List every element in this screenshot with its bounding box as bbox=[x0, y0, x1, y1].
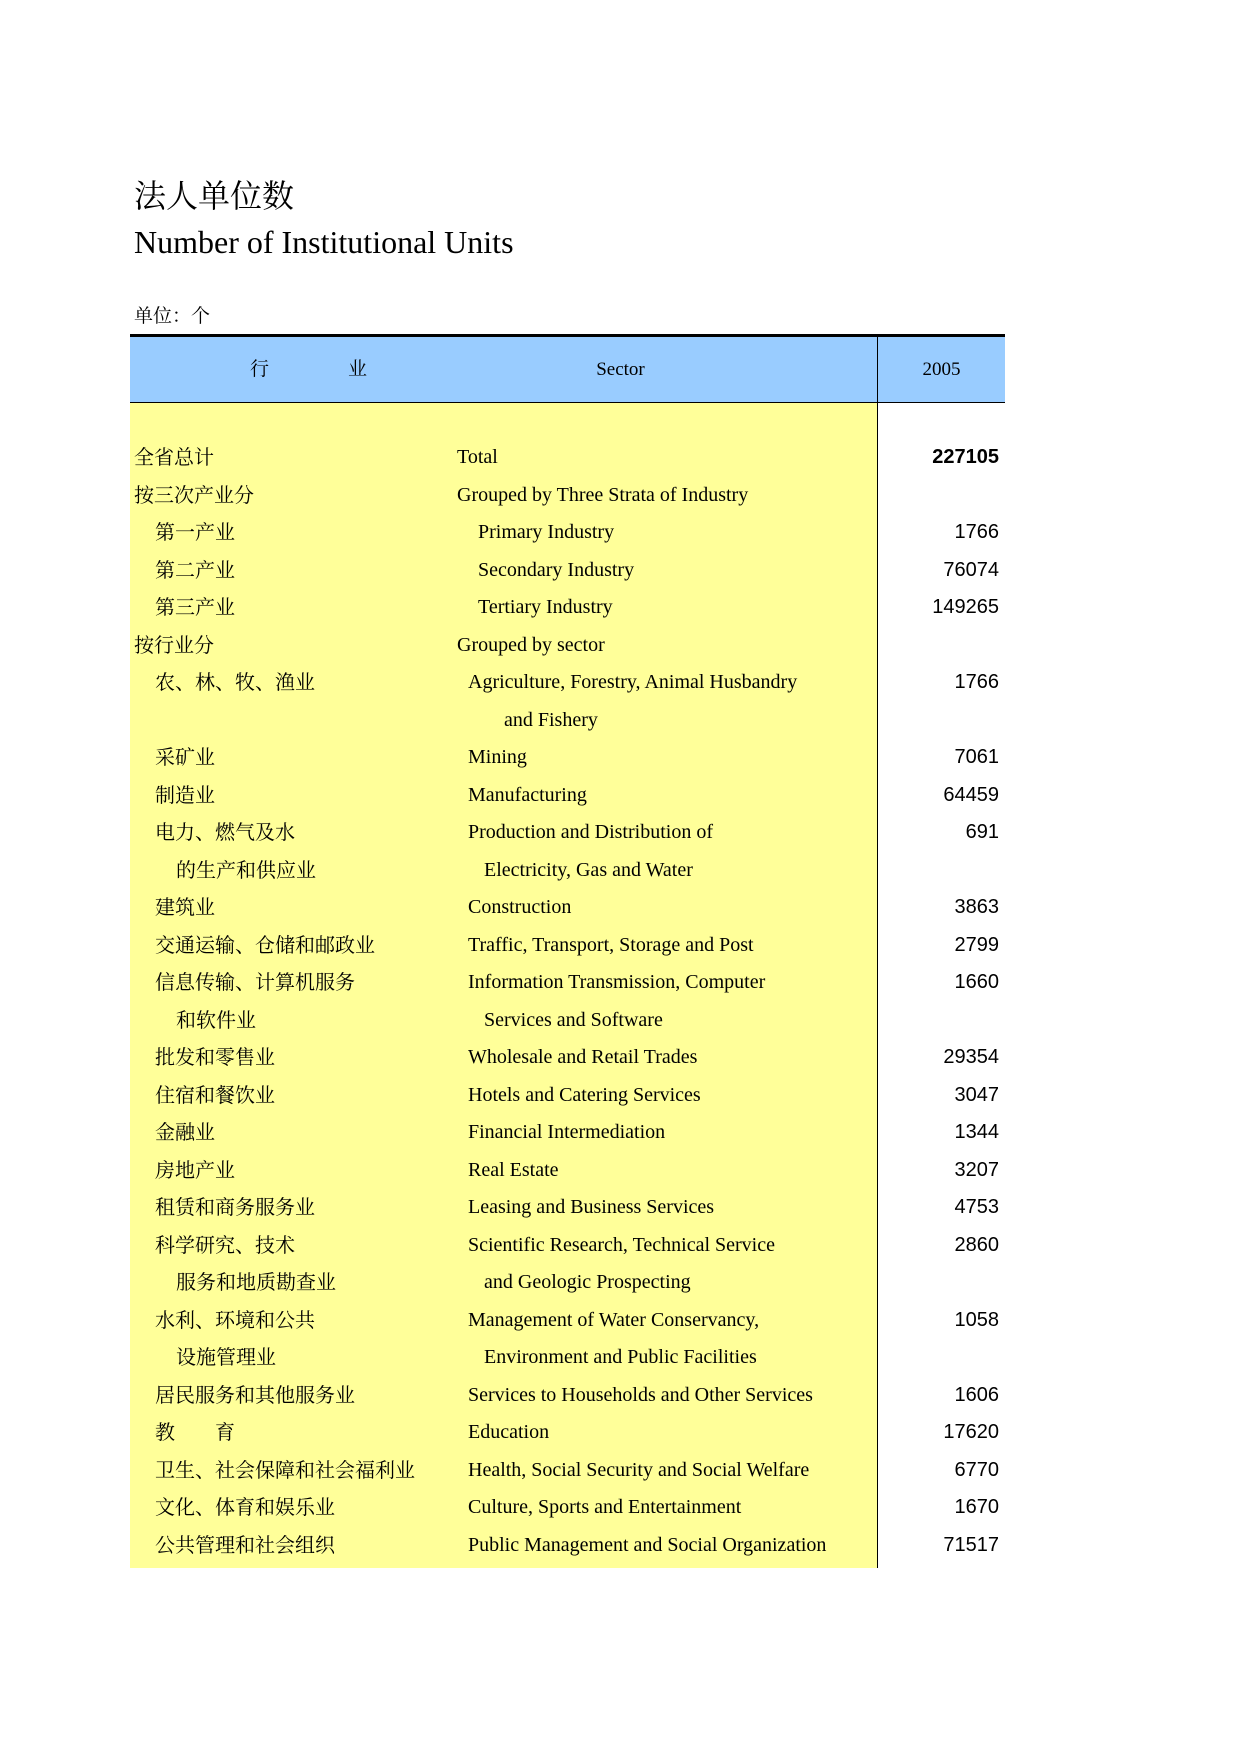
table-row bbox=[130, 1377, 1005, 1415]
row-label-cn: 科学研究、技术 bbox=[155, 1232, 295, 1257]
row-value: 64459 bbox=[943, 783, 999, 806]
table-row bbox=[130, 664, 1005, 702]
page-title-chinese: 法人单位数 bbox=[134, 177, 295, 215]
header-year: 2005 bbox=[922, 359, 961, 380]
table-row bbox=[130, 1527, 1005, 1565]
row-label-cn: 制造业 bbox=[155, 782, 215, 807]
table-row bbox=[130, 1039, 1005, 1077]
row-label-en: Information Transmission, Computer bbox=[468, 971, 766, 993]
row-label-cn: 电力、燃气及水 bbox=[155, 820, 295, 844]
row-value: 1670 bbox=[954, 1496, 999, 1518]
table-row bbox=[130, 852, 1005, 890]
table-row bbox=[130, 439, 1005, 477]
row-label-en: Education bbox=[468, 1421, 550, 1443]
row-label-cn: 信息传输、计算机服务 bbox=[155, 970, 355, 994]
table-row bbox=[130, 702, 1005, 740]
row-label-en: Primary Industry bbox=[478, 521, 615, 543]
row-label-cn: 租赁和商务服务业 bbox=[155, 1195, 315, 1219]
row-label-cn: 教 育 bbox=[155, 1420, 235, 1444]
row-label-en: Grouped by sector bbox=[457, 633, 605, 656]
table-row bbox=[130, 514, 1005, 552]
row-label-en: Grouped by Three Strata of Industry bbox=[457, 483, 749, 506]
row-label-cn: 服务和地质勘查业 bbox=[176, 1270, 336, 1294]
row-value: 2799 bbox=[954, 933, 999, 956]
table-row bbox=[130, 1077, 1005, 1115]
row-label-en: Secondary Industry bbox=[478, 558, 635, 581]
row-value: 17620 bbox=[943, 1421, 999, 1443]
table-row bbox=[130, 964, 1005, 1002]
table-header bbox=[130, 337, 1005, 403]
row-label-cn: 农、林、牧、渔业 bbox=[155, 670, 315, 694]
row-label-cn: 和软件业 bbox=[176, 1007, 256, 1032]
row-label-cn: 设施管理业 bbox=[176, 1345, 276, 1369]
row-label-en: Scientific Research, Technical Service bbox=[468, 1233, 775, 1256]
row-value: 29354 bbox=[943, 1046, 999, 1068]
row-label-en: Leasing and Business Services bbox=[468, 1196, 715, 1218]
row-label-cn: 第一产业 bbox=[155, 520, 235, 544]
row-label-en: Agriculture, Forestry, Animal Husbandry bbox=[468, 671, 798, 693]
table-row bbox=[130, 1152, 1005, 1190]
row-label-en: Environment and Public Facilities bbox=[484, 1346, 757, 1368]
table-row bbox=[130, 777, 1005, 815]
row-value: 3047 bbox=[954, 1083, 999, 1106]
header-sector-chinese: 行 业 bbox=[250, 358, 398, 380]
row-value: 3207 bbox=[954, 1158, 999, 1181]
row-label-en: Culture, Sports and Entertainment bbox=[468, 1496, 742, 1518]
row-label-cn: 房地产业 bbox=[155, 1157, 235, 1182]
row-label-en: and Geologic Prospecting bbox=[484, 1271, 691, 1293]
row-value: 1344 bbox=[954, 1121, 999, 1143]
row-label-en: Construction bbox=[468, 896, 572, 918]
table-row bbox=[130, 739, 1005, 777]
row-label-en: Health, Social Security and Social Welfare bbox=[468, 1458, 810, 1481]
table-row bbox=[130, 1452, 1005, 1490]
table-row bbox=[130, 1339, 1005, 1377]
table-row bbox=[130, 627, 1005, 665]
row-value: 71517 bbox=[943, 1533, 999, 1556]
row-label-cn: 住宿和餐饮业 bbox=[155, 1082, 275, 1107]
row-value: 76074 bbox=[943, 558, 999, 581]
row-value: 4753 bbox=[954, 1196, 999, 1218]
row-label-cn: 交通运输、仓储和邮政业 bbox=[155, 932, 375, 957]
row-label-en: Manufacturing bbox=[468, 783, 587, 806]
table-row bbox=[130, 1302, 1005, 1340]
row-label-cn: 的生产和供应业 bbox=[176, 857, 316, 882]
row-label-cn: 按行业分 bbox=[134, 632, 214, 657]
row-label-cn: 采矿业 bbox=[155, 745, 215, 769]
table-row bbox=[130, 814, 1005, 852]
row-value: 7061 bbox=[954, 746, 999, 768]
row-label-cn: 金融业 bbox=[155, 1120, 215, 1144]
row-label-cn: 文化、体育和娱乐业 bbox=[155, 1495, 335, 1519]
row-value: 6770 bbox=[954, 1458, 999, 1481]
row-value: 691 bbox=[965, 821, 999, 843]
row-value: 1058 bbox=[954, 1308, 999, 1331]
row-value: 2860 bbox=[954, 1233, 999, 1256]
row-label-cn: 公共管理和社会组织 bbox=[155, 1532, 335, 1557]
data-table bbox=[130, 334, 1005, 1568]
row-label-cn: 按三次产业分 bbox=[134, 482, 254, 507]
row-label-en: Financial Intermediation bbox=[468, 1121, 666, 1143]
row-label-cn: 第三产业 bbox=[155, 595, 235, 619]
table-row bbox=[130, 589, 1005, 627]
header-sector-english: Sector bbox=[596, 359, 645, 380]
row-label-cn: 第二产业 bbox=[155, 557, 235, 582]
row-label-en: Traffic, Transport, Storage and Post bbox=[468, 933, 754, 956]
table-row bbox=[130, 927, 1005, 965]
row-label-en: Mining bbox=[468, 746, 527, 768]
row-value: 149265 bbox=[932, 596, 999, 618]
row-label-en: Public Management and Social Organization bbox=[468, 1533, 827, 1556]
table-row bbox=[130, 889, 1005, 927]
table-row bbox=[130, 1002, 1005, 1040]
row-label-cn: 全省总计 bbox=[134, 445, 214, 469]
row-label-cn: 居民服务和其他服务业 bbox=[155, 1382, 355, 1407]
table-row bbox=[130, 1414, 1005, 1452]
table-row bbox=[130, 1489, 1005, 1527]
row-value: 1766 bbox=[954, 671, 999, 693]
row-label-en: Wholesale and Retail Trades bbox=[468, 1046, 698, 1068]
page-title-english: Number of Institutional Units bbox=[134, 224, 514, 260]
table-row bbox=[130, 1264, 1005, 1302]
unit-label: 单位：个 bbox=[134, 305, 211, 327]
row-value: 227105 bbox=[932, 446, 999, 468]
table-row bbox=[130, 1227, 1005, 1265]
row-label-en: Total bbox=[457, 446, 498, 468]
row-label-cn: 批发和零售业 bbox=[155, 1045, 275, 1069]
table-rows bbox=[130, 439, 1005, 1564]
row-label-en: Tertiary Industry bbox=[478, 596, 613, 618]
row-label-cn: 水利、环境和公共 bbox=[155, 1307, 315, 1332]
row-value: 1660 bbox=[954, 971, 999, 993]
table-row bbox=[130, 1189, 1005, 1227]
row-label-en: and Fishery bbox=[504, 708, 598, 731]
table-row bbox=[130, 552, 1005, 590]
row-label-en: Production and Distribution of bbox=[468, 821, 713, 843]
table-row bbox=[130, 477, 1005, 515]
row-value: 1606 bbox=[954, 1383, 999, 1406]
row-label-en: Management of Water Conservancy, bbox=[468, 1308, 760, 1331]
row-label-cn: 建筑业 bbox=[155, 895, 215, 919]
row-label-en: Hotels and Catering Services bbox=[468, 1083, 701, 1106]
table-row bbox=[130, 1114, 1005, 1152]
row-label-en: Services and Software bbox=[484, 1008, 663, 1031]
row-label-en: Electricity, Gas and Water bbox=[484, 858, 693, 881]
row-value: 1766 bbox=[954, 521, 999, 543]
row-label-cn: 卫生、社会保障和社会福利业 bbox=[155, 1457, 415, 1482]
row-value: 3863 bbox=[954, 896, 999, 918]
row-label-en: Services to Households and Other Services bbox=[468, 1383, 813, 1406]
row-label-en: Real Estate bbox=[468, 1158, 559, 1181]
